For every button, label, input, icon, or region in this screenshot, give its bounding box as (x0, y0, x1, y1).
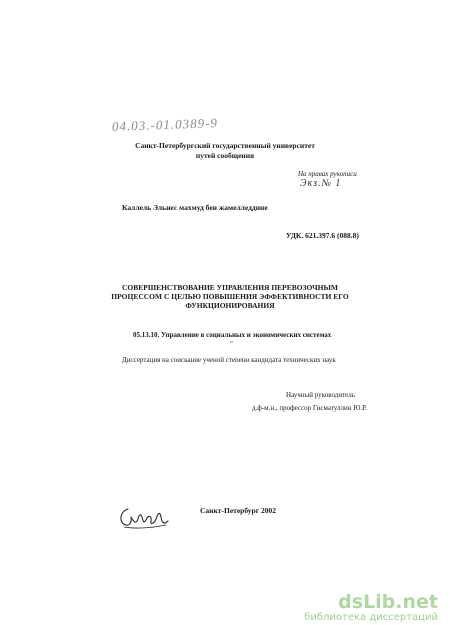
watermark (304, 592, 438, 624)
dissertation-title-line2: ПРОЦЕССОМ С ЦЕЛЬЮ ПОВЫШЕНИЯ ЭФФЕКТИВНОСТИ ЕГО (111, 292, 349, 301)
handwritten-archive-number: 04.03.-01.0389-9 (111, 115, 219, 134)
handwritten-signature (116, 503, 172, 533)
supervisor-name: д.ф-м.н., профессор Гисматуллин Ю.Р. (252, 404, 367, 412)
watermark-subtitle: библиотека диссертаций (304, 612, 438, 623)
specialty-mark: " (230, 340, 233, 348)
city-year: Санкт-Петербург 2002 (200, 506, 277, 515)
dissertation-title-line1: СОВЕРШЕНСТВОВАНИЕ УПРАВЛЕНИЯ ПЕРЕВОЗОЧНЫМ (122, 283, 338, 292)
manuscript-rights-note: На правах рукописи (298, 170, 357, 178)
watermark-site: dsLib.net (338, 591, 438, 613)
dissertation-degree-line: Диссертация на соискание ученой степени кандидата технических наук (122, 356, 336, 364)
university-name-line2: путей сообщения (195, 151, 255, 160)
copy-number-note: Экз.№ 1 (300, 178, 342, 189)
university-name-line1: Санкт-Петербургский государственный университет (135, 141, 315, 150)
author-name: Каллель Эльнес махмуд бен жамелледдине (122, 203, 268, 212)
udk-code: УДК. 621.397.6 (088.8) (286, 231, 359, 240)
dissertation-title-line3: ФУНКЦИОНИРОВАНИЯ (185, 301, 275, 310)
supervisor-label: Научный руководитель (286, 391, 355, 399)
specialty-code: 05.13.10. Управление в социальных и экономических системах (133, 331, 332, 339)
